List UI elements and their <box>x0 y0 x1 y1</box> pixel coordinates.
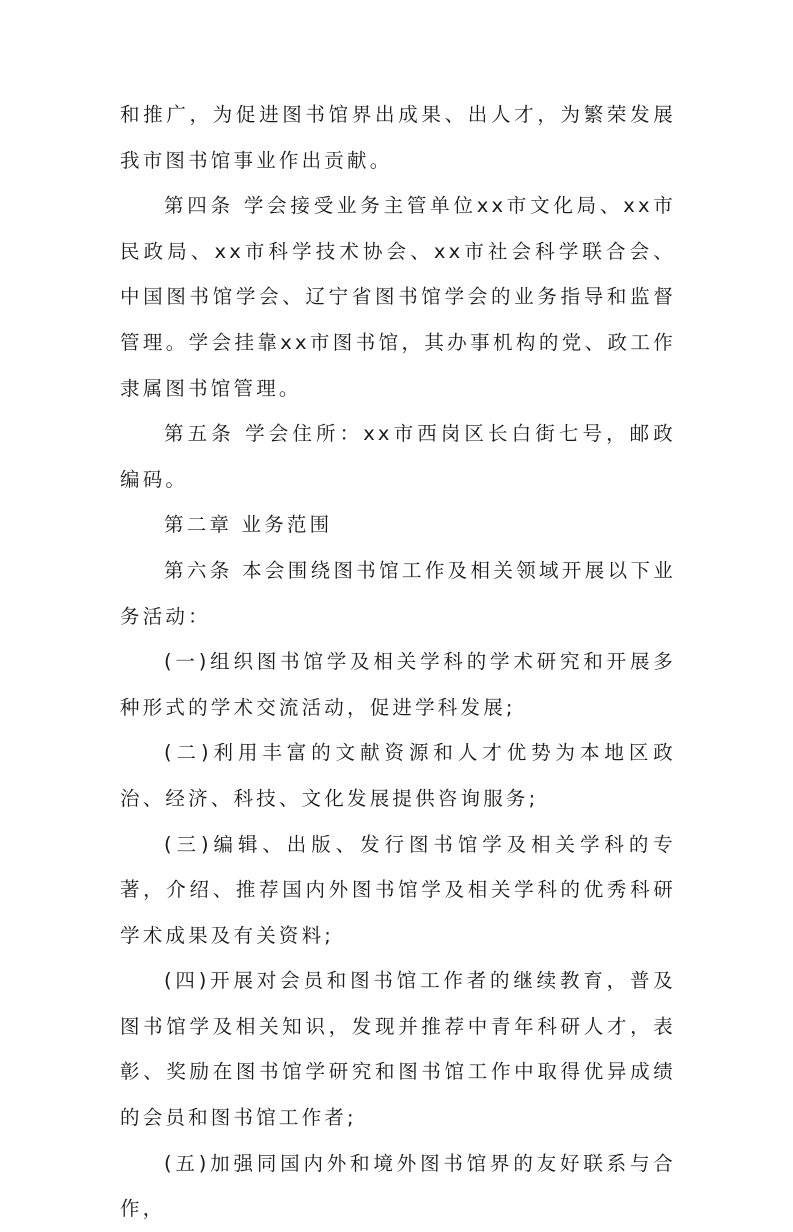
list-item-5: (五)加强同国内外和境外图书馆界的友好联系与合作， <box>120 1151 676 1221</box>
list-item-1: (一)组织图书馆学及相关学科的学术研究和开展多种形式的学术交流活动，促进学科发展; <box>120 650 676 719</box>
list-item-2: (二)利用丰富的文献资源和人才优势为本地区政治、经济、科技、文化发展提供咨询服务; <box>120 741 676 810</box>
paragraph-continuation: 和推广，为促进图书馆界出成果、出人才，为繁荣发展我市图书馆事业作出贡献。 <box>120 103 676 172</box>
article-5-paragraph: 第五条 学会住所：xx市西岗区长白街七号，邮政编码。 <box>120 422 676 491</box>
chapter-2-heading: 第二章 业务范围 <box>164 513 333 537</box>
list-item-4: (四)开展对会员和图书馆工作者的继续教育，普及图书馆学及相关知识，发现并推荐中青年科研人才，表彰、奖励在图书馆学研究和图书馆工作中取得优异成绩的会员和图书馆工作者; <box>120 969 676 1130</box>
article-4-paragraph: 第四条 学会接受业务主管单位xx市文化局、xx市民政局、xx市科学技术协会、xx市社会科学联合会、中国图书馆学会、辽宁省图书馆学会的业务指导和监督管理。学会挂靠xx市图书馆，其办事机构的党、政工作隶属图书馆管理。 <box>120 194 676 400</box>
document-page <box>120 92 676 1232</box>
article-6-paragraph: 第六条 本会围绕图书馆工作及相关领域开展以下业务活动： <box>120 558 676 628</box>
list-item-3: (三)编辑、出版、发行图书馆学及相关学科的专著，介绍、推荐国内外图书馆学及相关学科的优秀科研学术成果及有关资料; <box>120 832 676 947</box>
